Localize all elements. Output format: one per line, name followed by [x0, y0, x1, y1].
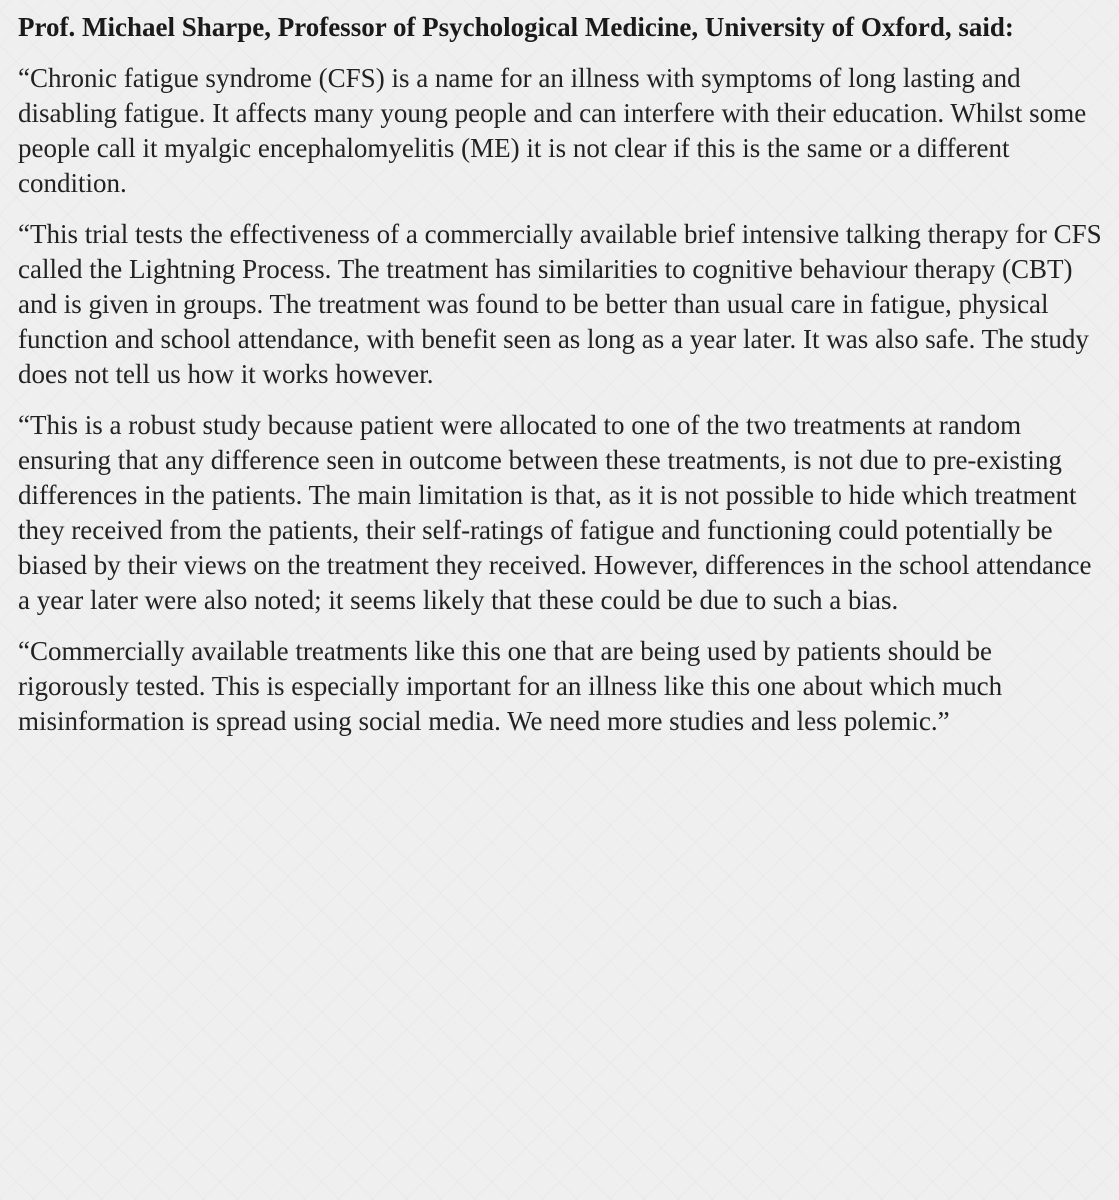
- statement-article: [18, 10, 1108, 755]
- paragraph-trial-description: “This trial tests the effectiveness of a commercially available brief intensive talking therapy for CFS called the Lightning Process. The treatment has similarities to cognitive behaviour therapy (CBT) and is given in groups. The treatment was found to be better than usual care in fatigue, physical function and school attendance, with benefit seen as long as a year later. It was also safe. The study does not tell us how it works however.: [18, 219, 1102, 389]
- paragraph-cfs-definition: “Chronic fatigue syndrome (CFS) is a name for an illness with symptoms of long lasting and disabling fatigue. It affects many young people and can interfere with their education. Whilst some people call it myalgic encephalomyelitis (ME) it is not clear if this is the same or a different condition.: [18, 63, 1087, 198]
- paragraph-study-robustness: “This is a robust study because patient were allocated to one of the two treatments at random ensuring that any difference seen in outcome between these treatments, is not due to pre-existing differences in the patients. The main limitation is that, as it is not possible to hide which treatment they received from the patients, their self-ratings of fatigue and functioning could potentially be biased by their views on the treatment they received. However, differences in the school attendance a year later were also noted; it seems likely that these could be due to such a bias.: [18, 410, 1092, 615]
- paragraph-conclusion: “Commercially available treatments like this one that are being used by patients should be rigorously tested. This is especially important for an illness like this one about which much misinformation is spread using social media. We need more studies and less polemic.”: [18, 636, 1003, 736]
- speaker-heading: Prof. Michael Sharpe, Professor of Psychological Medicine, University of Oxford, said:: [18, 12, 1014, 42]
